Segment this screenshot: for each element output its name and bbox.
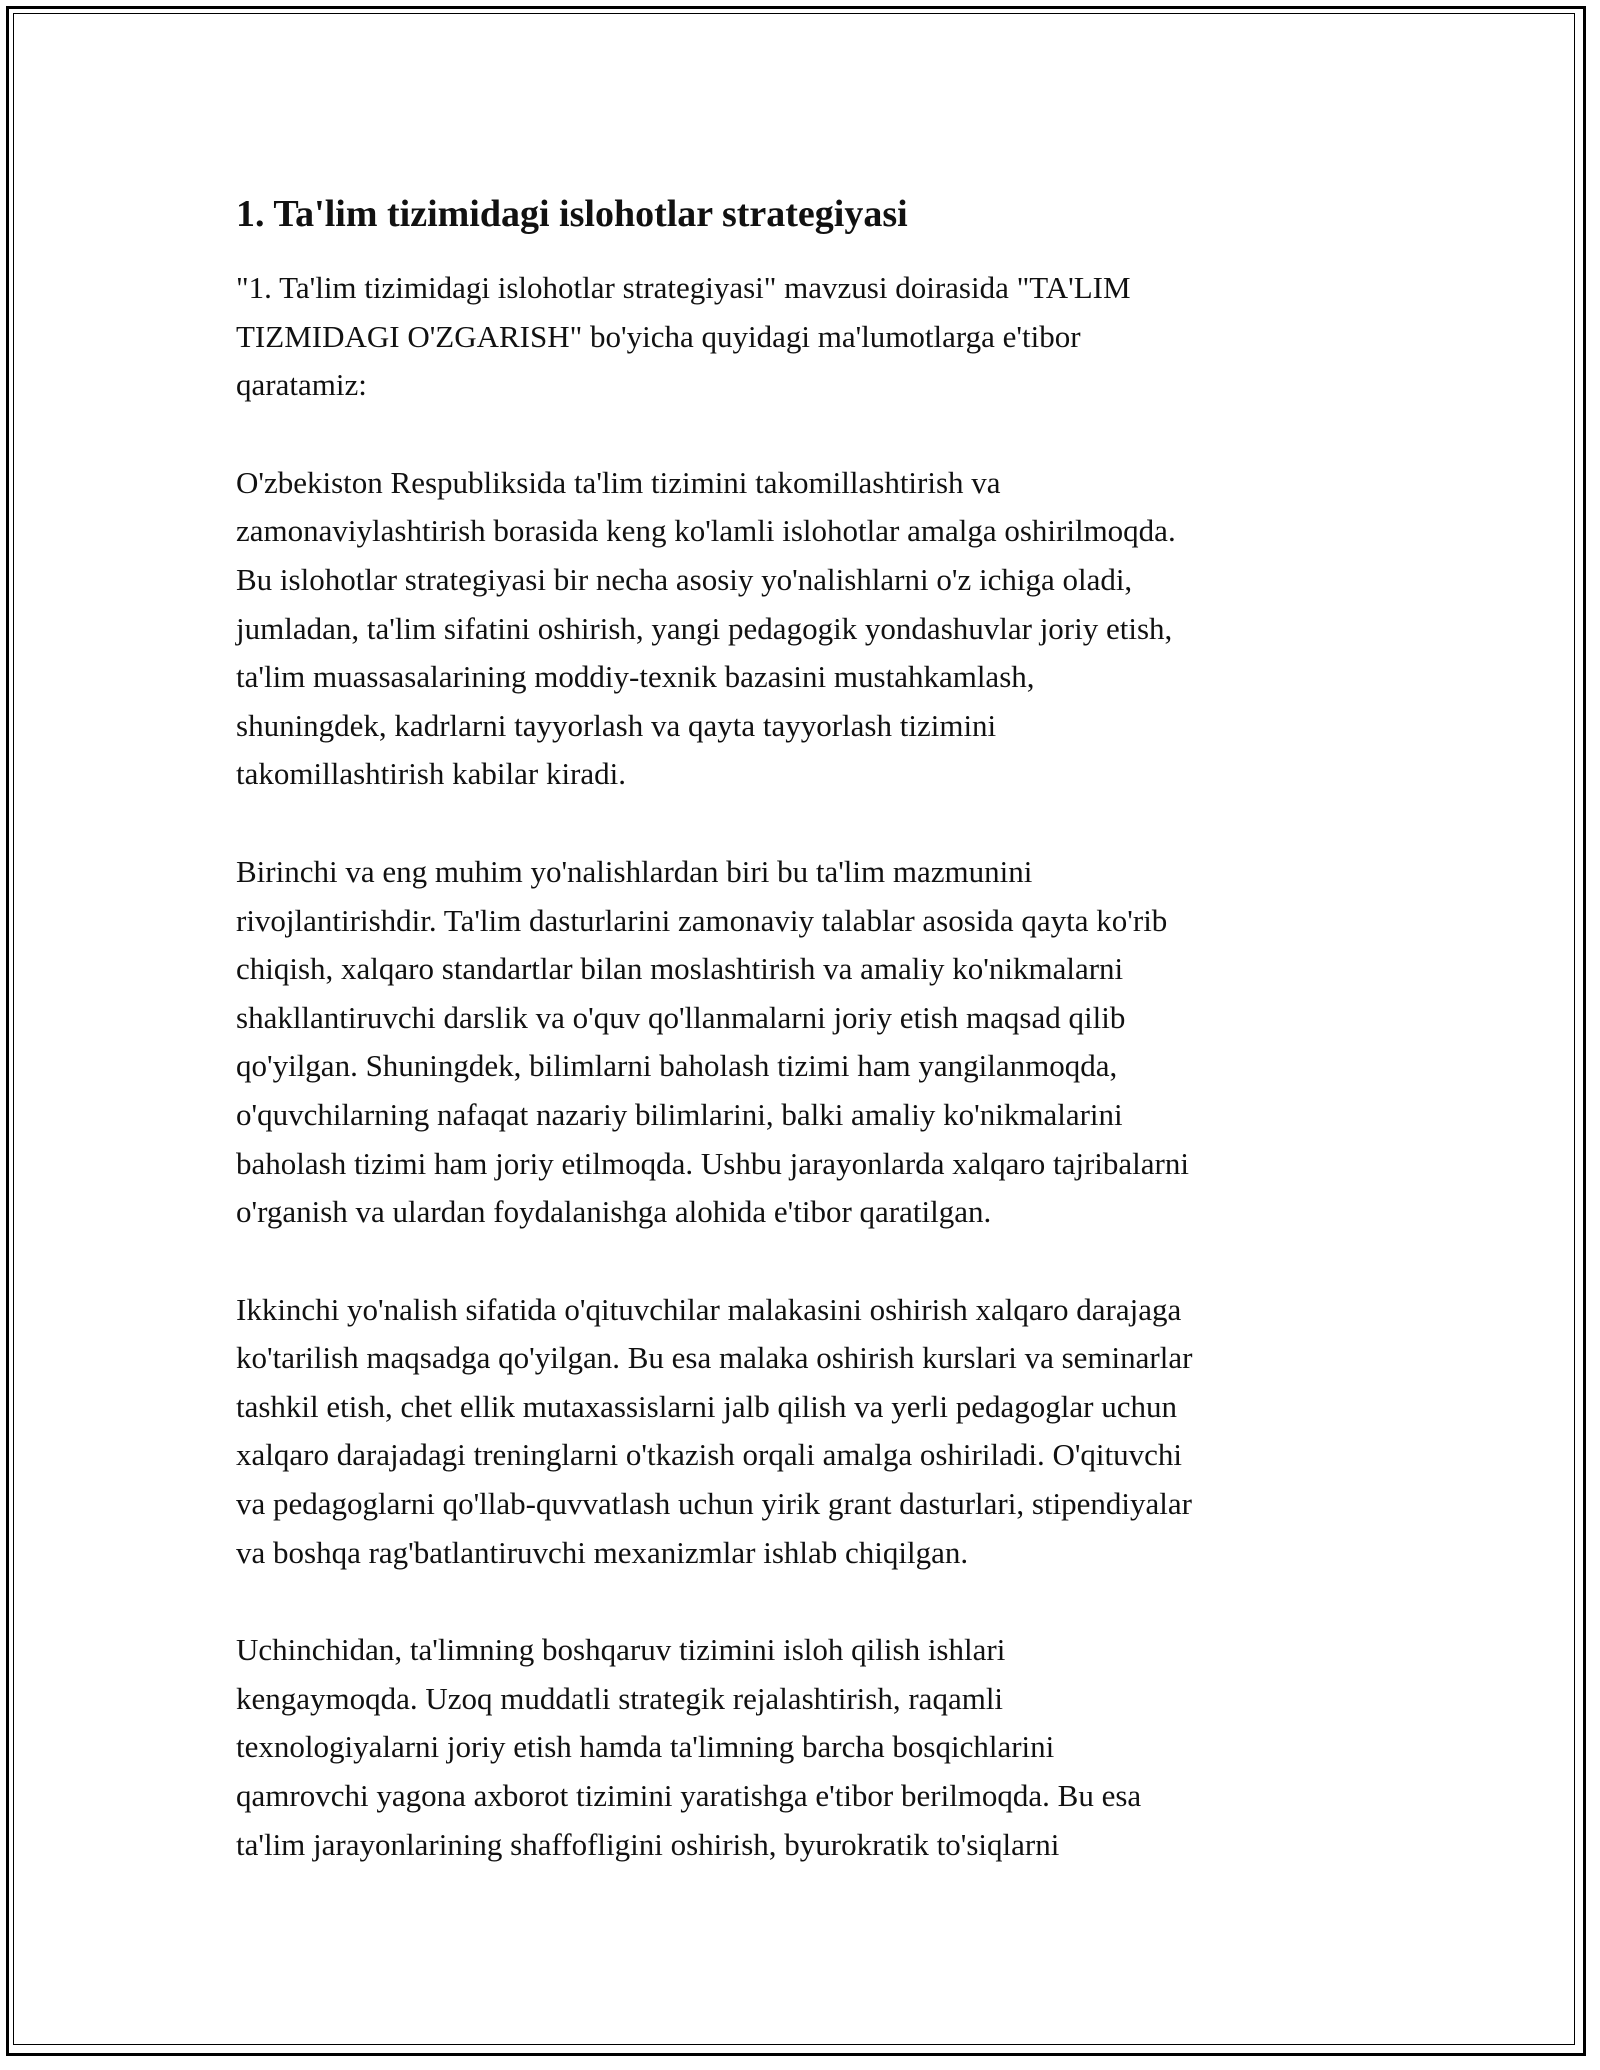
paragraph-second-direction: Ikkinchi yo'nalish sifatida o'qituvchilar malakasini oshirish xalqaro darajaga ko'tarilish maqsadga qo'yilgan. Bu esa malaka oshirish kurslari va seminarlar tashkil etish, chet ellik mutaxassislarni jalb qilish va yerli pedagoglar uchun xalqaro darajadagi treninglarni o'tkazish orqali amalga oshiriladi. O'qituvchi va pedagoglarni qo'llab-quvvatlash uchun yirik grant dasturlari, stipendiyalar va boshqa rag'batlantiruvchi mexanizmlar ishlab chiqilgan. — [236, 1291, 1193, 1570]
paragraph-first-direction: Birinchi va eng muhim yo'nalishlardan biri bu ta'lim mazmunini rivojlantirishdir. Ta'lim dasturlarini zamonaviy talablar asosida qayta ko'rib chiqish, xalqaro standartlar bilan moslashtirish va amaliy ko'nikmalarni shakllantiruvchi darslik va o'quv qo'llanmalarni joriy etish maqsad qilib qo'yilgan. Shuningdek, bilimlarni baholash tizimi ham yangilanmoqda, o'quvchilarning nafaqat nazariy bilimlarini, balki amaliy ko'nikmalarini baholash tizimi ham joriy etilmoqda. Ushbu jarayonlarda xalqaro tajribalarni o'rganish va ulardan foydalanishga alohida e'tibor qaratilgan. — [236, 853, 1189, 1230]
document-body — [236, 190, 1386, 1918]
paragraph-intro: "1. Ta'lim tizimidagi islohotlar strategiyasi" mavzusi doirasida "TA'LIM TIZMIDAGI O'ZGARISH" bo'yicha quyidagi ma'lumotlarga e'tibor qaratamiz: — [236, 270, 1131, 403]
page-title: 1. Ta'lim tizimidagi islohotlar strategiyasi — [236, 193, 908, 235]
paragraph-reform-overview: O'zbekiston Respubliksida ta'lim tizimini takomillashtirish va zamonaviylashtirish borasida keng ko'lamli islohotlar amalga oshirilmoqda. Bu islohotlar strategiyasi bir necha asosiy yo'nalishlarni o'z ichiga oladi, jumladan, ta'lim sifatini oshirish, yangi pedagogik yondashuvlar joriy etish, ta'lim muassasalarining moddiy-texnik bazasini mustahkamlash, shuningdek, kadrlarni tayyorlash va qayta tayyorlash tizimini takomillashtirish kabilar kiradi. — [236, 464, 1176, 792]
paragraph-third-direction: Uchinchidan, ta'limning boshqaruv tizimini isloh qilish ishlari kengaymoqda. Uzoq muddatli strategik rejalashtirish, raqamli texnologiyalarni joriy etish hamda ta'limning barcha bosqichlarini qamrovchi yagona axborot tizimini yaratishga e'tibor berilmoqda. Bu esa ta'lim jarayonlarining shaffofligini oshirish, byurokratik to'siqlarni — [236, 1632, 1142, 1862]
